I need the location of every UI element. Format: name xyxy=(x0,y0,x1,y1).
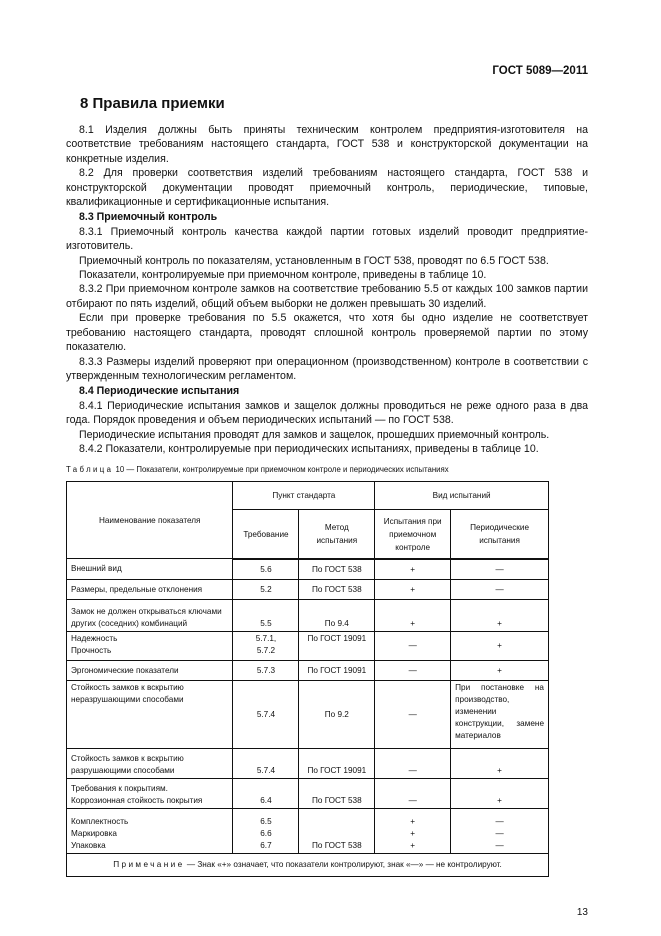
table-row xyxy=(67,632,549,661)
header-acceptance: Испытания при приемочном контроле xyxy=(375,510,451,559)
periodic-cell: + xyxy=(451,779,549,809)
indicators-table xyxy=(66,481,549,877)
paragraph: 8.3.1 Приемочный контроль качества каждой партии готовых изделий проводит предприятие-изготовитель. xyxy=(66,225,588,253)
header-method: Метод испытания xyxy=(299,510,375,559)
header-clause: Пункт стандарта xyxy=(233,482,375,510)
section-title: 8 Правила приемки xyxy=(80,95,225,112)
table-row xyxy=(67,779,549,809)
acceptance-cell: — xyxy=(375,779,451,809)
acceptance-cell: — xyxy=(375,681,451,749)
method-cell: По ГОСТ 19091 xyxy=(299,749,375,779)
paragraph: Периодические испытания проводят для замков и защелок, прошедших приемочный контроль. xyxy=(79,428,550,441)
acceptance-cell: + xyxy=(375,600,451,632)
table-note xyxy=(67,854,549,877)
paragraph: 8.3.2 При приемочном контроле замков на соответствие требованию 5.5 от каждых 100 замков партии отбирают по пять изделий, общий объем выборки не должен превышать 30 изделий. xyxy=(66,283,588,310)
method-cell: По ГОСТ 538 xyxy=(299,809,375,854)
name-cell: Требования к покрытиям. Коррозионная стойкость покрытия xyxy=(67,779,233,809)
requirement-cell: 5.6 xyxy=(233,559,299,580)
method-cell: По ГОСТ 538 xyxy=(299,779,375,809)
name-cell: Стойкость замков к вскрытию разрушающими способами xyxy=(67,749,233,779)
requirement-cell: 5.7.4 xyxy=(233,749,299,779)
requirement-cell: 6.4 xyxy=(233,779,299,809)
method-cell: По ГОСТ 538 xyxy=(299,580,375,600)
acceptance-cell: — xyxy=(375,661,451,681)
note-label: Примечание xyxy=(113,860,185,870)
table-caption-text: 10 — Показатели, контролируемые при приемочном контроле и периодических испытаниях xyxy=(115,465,449,475)
header-periodic: Периодические испытания xyxy=(451,510,549,559)
requirement-cell: 5.7.4 xyxy=(233,681,299,749)
acceptance-cell: — xyxy=(375,632,451,661)
requirement-cell: 5.2 xyxy=(233,580,299,600)
name-cell: Стойкость замков к вскрытию неразрушающими способами xyxy=(67,681,233,749)
method-cell: По 9.2 xyxy=(299,681,375,749)
table-row xyxy=(67,809,549,854)
paragraph: 8.4.2 Показатели, контролируемые при периодических испытаниях, приведены в таблице 10. xyxy=(79,442,539,455)
name-cell: Эргономические показатели xyxy=(67,661,233,681)
periodic-cell: + xyxy=(451,749,549,779)
paragraph: Показатели, контролируемые при приемочном контроле, приведены в таблице 10. xyxy=(79,269,487,282)
table-row xyxy=(67,600,549,632)
paragraph: 8.4.1 Периодические испытания замков и защелок должны проводиться не реже одного раза в два года. Порядок проведения и объем периодических испытаний — по ГОСТ 538. xyxy=(66,399,588,427)
method-cell: По ГОСТ 19091 xyxy=(299,661,375,681)
requirement-cell: 6.5 6.6 6.7 xyxy=(233,809,299,854)
periodic-cell: + xyxy=(451,600,549,632)
subsection-heading: 8.3 Приемочный контроль xyxy=(79,211,218,224)
table-row xyxy=(67,681,549,749)
periodic-cell: При постановке на производство, изменении конструкции, замене материалов xyxy=(451,681,549,749)
name-cell: Размеры, предельные отклонения xyxy=(67,580,233,600)
body-text xyxy=(66,123,588,456)
header-kind: Вид испытаний xyxy=(375,482,549,510)
header-name: Наименование показателя xyxy=(67,482,233,559)
page-content xyxy=(66,95,588,919)
table-row xyxy=(67,559,549,580)
periodic-cell: — xyxy=(451,559,549,580)
subsection-heading: 8.4 Периодические испытания xyxy=(79,385,240,398)
page-number: 13 xyxy=(576,907,588,919)
table-row xyxy=(67,661,549,681)
document-header: ГОСТ 5089—2011 xyxy=(492,65,588,77)
name-cell: Замок не должен открываться ключами других (соседних) комбинаций xyxy=(67,600,233,632)
table-row xyxy=(67,580,549,600)
paragraph: Приемочный контроль по показателям, установленным в ГОСТ 538, проводят по 6.5 ГОСТ 538. xyxy=(79,254,549,267)
acceptance-cell: + + + xyxy=(375,809,451,854)
method-cell: По ГОСТ 19091 xyxy=(299,632,375,661)
paragraph: 8.3.3 Размеры изделий проверяют при операционном (производственном) контроле в соответствии с утвержденным технологическим регламентом. xyxy=(66,355,588,382)
acceptance-cell: + xyxy=(375,559,451,580)
periodic-cell: — — — xyxy=(451,809,549,854)
paragraph: Если при проверке требования по 5.5 окажется, что хотя бы одно изделие не соответствует требованию настоящего стандарта, проводят сплошной контроль проверяемой партии по этому показателю. xyxy=(66,312,588,354)
name-cell: Комплектность Маркировка Упаковка xyxy=(67,809,233,854)
periodic-cell: + xyxy=(451,632,549,661)
periodic-cell: + xyxy=(451,661,549,681)
requirement-cell: 5.5 xyxy=(233,600,299,632)
acceptance-cell: + xyxy=(375,580,451,600)
name-cell: Внешний вид xyxy=(67,559,233,580)
method-cell: По 9.4 xyxy=(299,600,375,632)
periodic-cell: — xyxy=(451,580,549,600)
header-requirement: Требование xyxy=(233,510,299,559)
paragraph: 8.1 Изделия должны быть приняты техническим контролем предприятия-изготовителя на соответствие требованиям настоящего стандарта, ГОСТ 538 и конструкторской документации на конкретные изделия. xyxy=(66,124,588,165)
acceptance-cell: — xyxy=(375,749,451,779)
table-caption-label: Таблица xyxy=(66,465,114,475)
requirement-cell: 5.7.1, 5.7.2 xyxy=(233,632,299,661)
requirement-cell: 5.7.3 xyxy=(233,661,299,681)
table-row xyxy=(67,749,549,779)
method-cell: По ГОСТ 538 xyxy=(299,559,375,580)
paragraph: 8.2 Для проверки соответствия изделий требованиям настоящего стандарта, ГОСТ 538 и конструкторской документации проводят приемочный контроль, периодические, типовые, квалификационные и сертификационные испытания. xyxy=(66,167,588,209)
note-text: — Знак «+» означает, что показатели контролируют, знак «—» — не контролируют. xyxy=(184,860,502,870)
name-cell: Надежность Прочность xyxy=(67,632,233,661)
table-caption xyxy=(66,464,588,475)
